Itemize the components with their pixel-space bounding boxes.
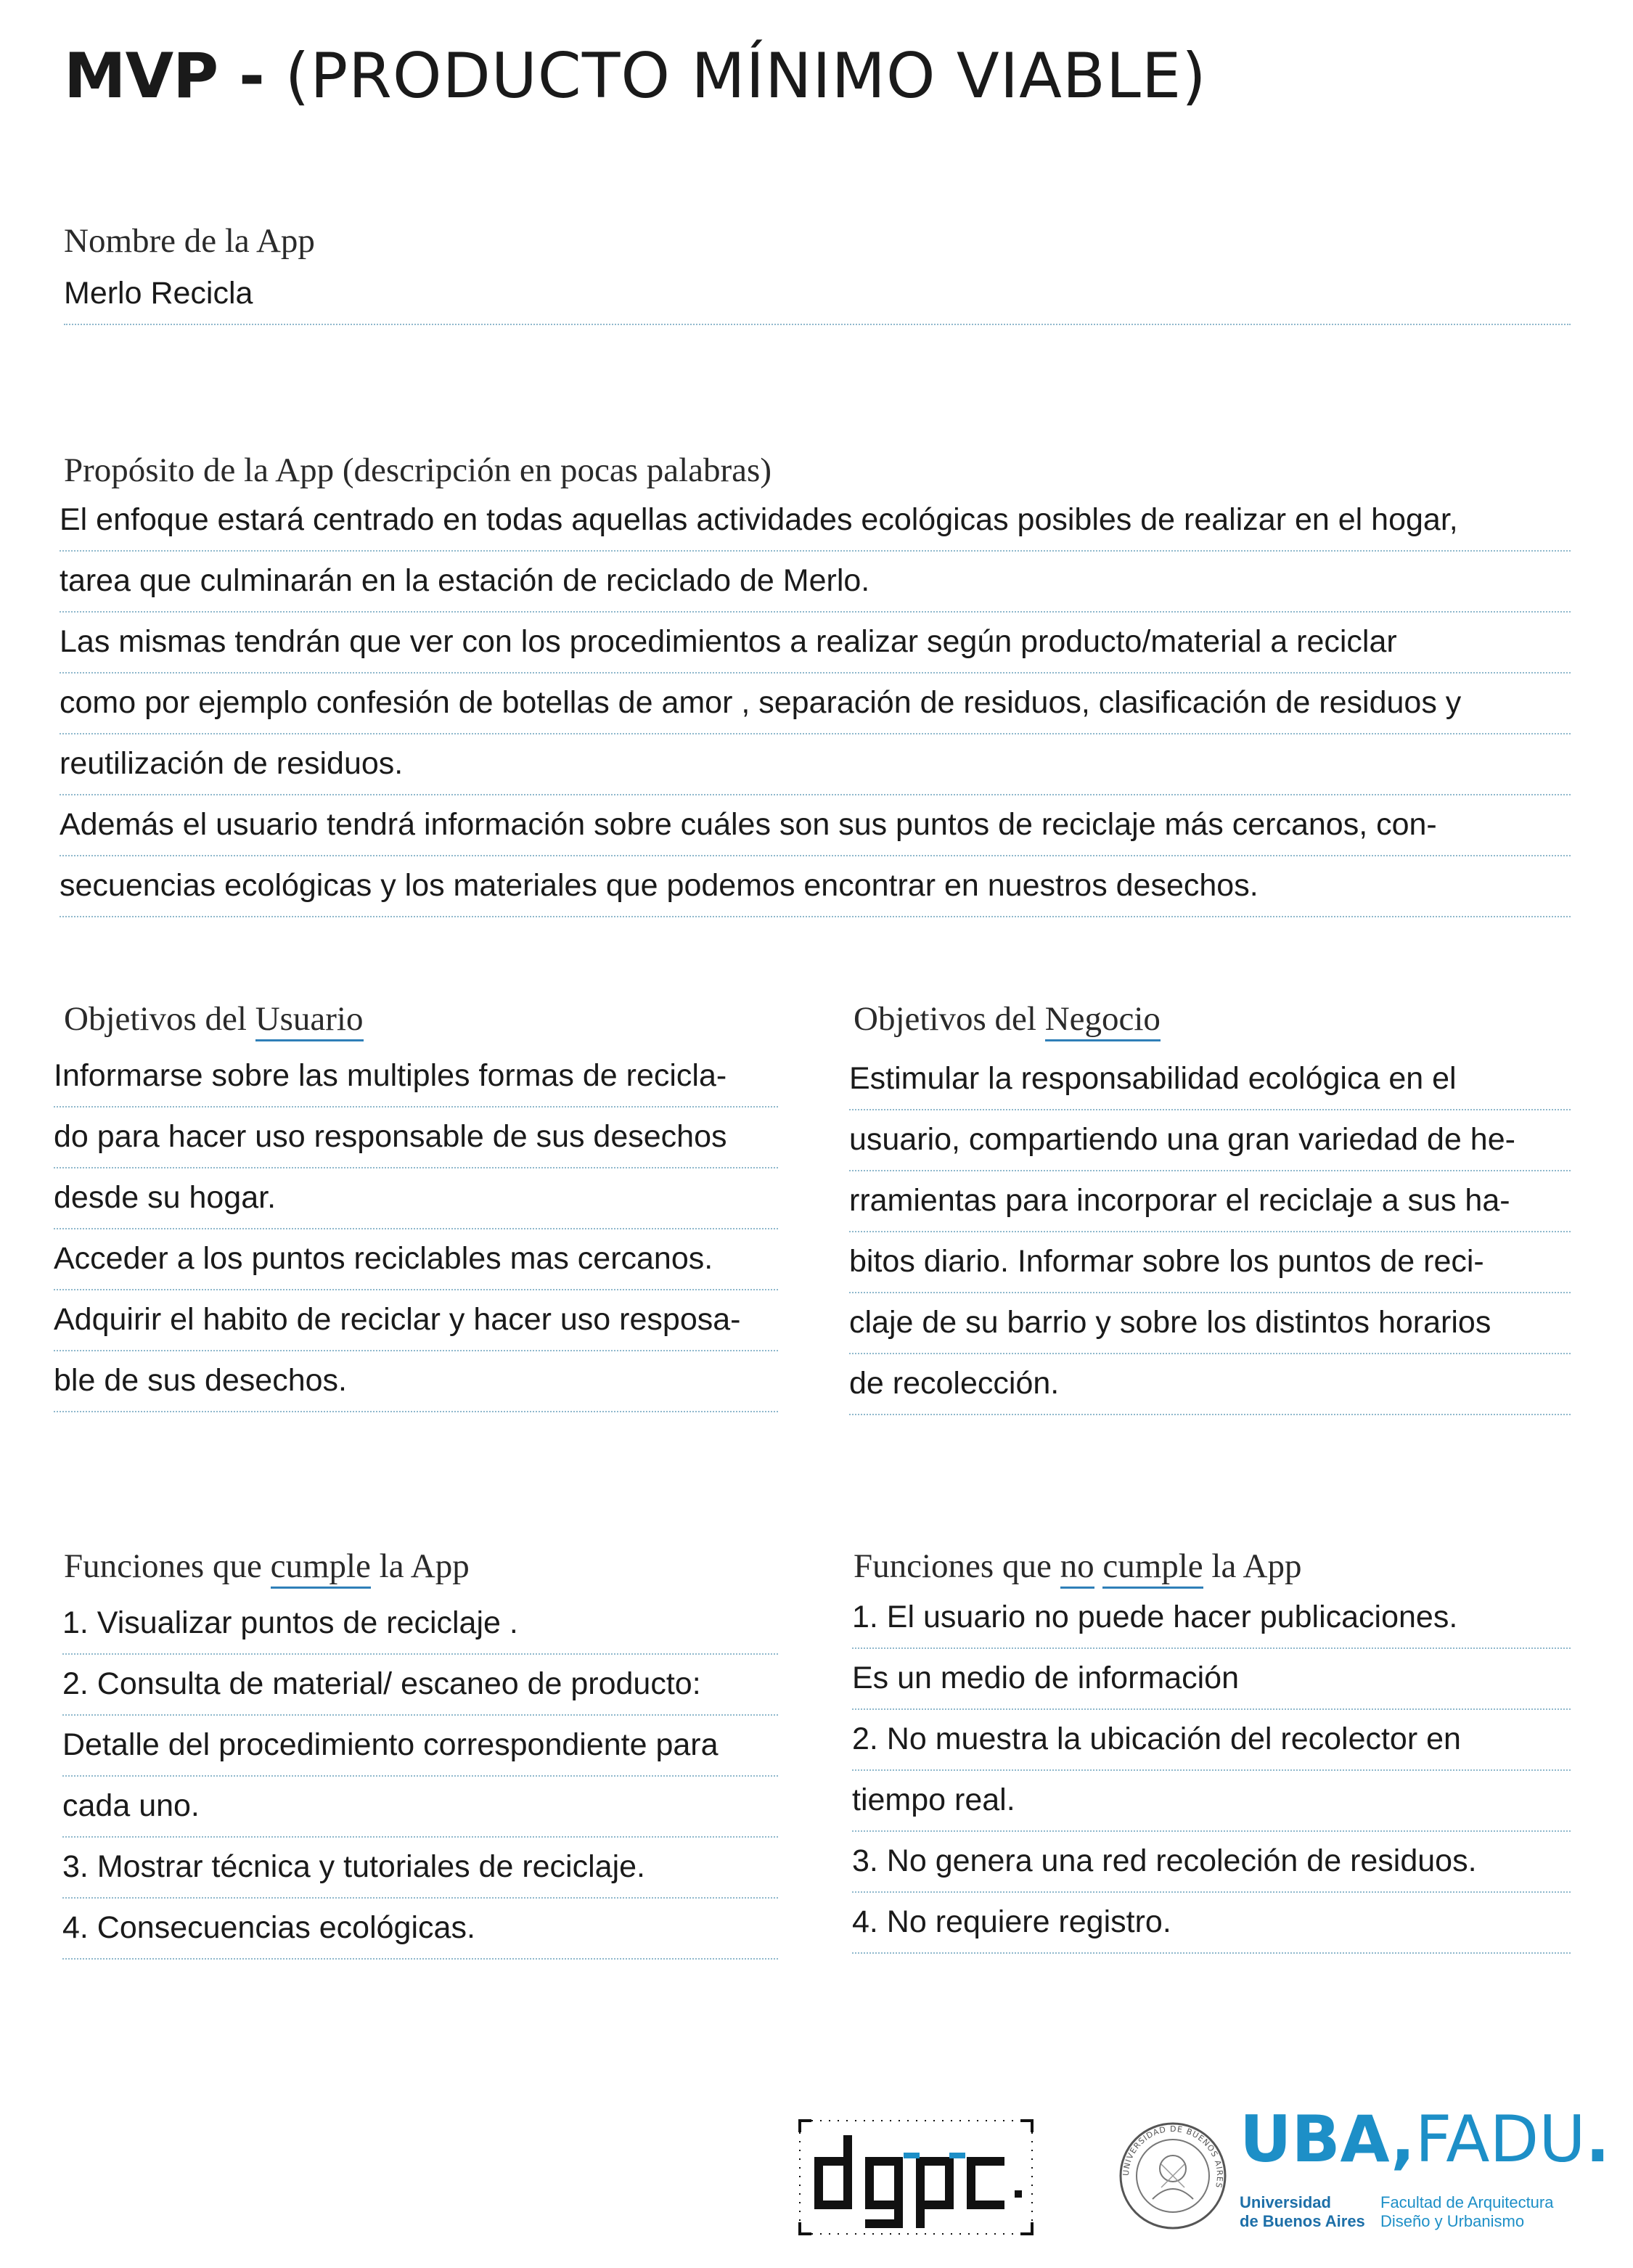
user-goal-line: Informarse sobre las multiples formas de recicla- — [54, 1047, 778, 1108]
faculty-line-1: Facultad de Arquitectura — [1380, 2193, 1554, 2211]
app-name-field — [64, 264, 1571, 325]
purpose-line: secuencias ecológicas y los materiales que podemos encontrar en nuestros desechos. — [60, 856, 1571, 917]
function-no-item: Es un medio de información — [852, 1649, 1571, 1710]
functions-no-label — [854, 1544, 1301, 1588]
label-prefix: Funciones que — [64, 1547, 271, 1585]
function-yes-item: 3. Mostrar técnica y tutoriales de reciclaje. — [62, 1838, 778, 1899]
label-prefix: Funciones que — [854, 1547, 1060, 1585]
business-goals-text — [849, 1049, 1571, 1415]
business-goal-line: usuario, compartiendo una gran variedad de he- — [849, 1110, 1571, 1171]
uba-fadu-logo — [1234, 2090, 1611, 2235]
business-goals-label — [854, 997, 1161, 1041]
title-light: (PRODUCTO MÍNIMO VIABLE) — [285, 40, 1207, 112]
function-yes-item: 1. Visualizar puntos de reciclaje . — [62, 1594, 778, 1655]
title-bold: MVP - — [64, 40, 264, 112]
purpose-line: Además el usuario tendrá información sobre cuáles son sus puntos de reciclaje más cercanos, con- — [60, 795, 1571, 856]
user-goals-label — [64, 997, 364, 1041]
faculty-name — [1380, 2193, 1553, 2231]
seal-text: UNIVERSIDAD DE BUENOS AIRES — [1121, 2124, 1225, 2190]
label-prefix: Objetivos del — [854, 1000, 1045, 1038]
purpose-line: como por ejemplo confesión de botellas de amor , separación de residuos, clasificación de residuos y — [60, 674, 1571, 734]
business-goal-line: bitos diario. Informar sobre los puntos de reci- — [849, 1232, 1571, 1293]
label-space — [1094, 1547, 1103, 1585]
functions-yes-label — [64, 1544, 470, 1588]
user-goal-line: ble de sus desechos. — [54, 1351, 778, 1412]
label-underlined: no — [1060, 1547, 1094, 1589]
function-no-item: 3. No genera una red recoleción de residuos. — [852, 1832, 1571, 1893]
purpose-text — [60, 491, 1571, 917]
user-goal-line: Adquirir el habito de reciclar y hacer uso resposa- — [54, 1290, 778, 1351]
university-line-2: de Buenos Aires — [1240, 2212, 1365, 2230]
purpose-line: Las mismas tendrán que ver con los procedimientos a realizar según producto/material a reciclar — [60, 613, 1571, 674]
function-yes-item: Detalle del procedimiento correspondiente para — [62, 1716, 778, 1777]
functions-no-list — [852, 1588, 1571, 1954]
uba-fadu-wordmark — [1240, 2103, 1610, 2176]
purpose-line: El enfoque estará centrado en todas aquellas actividades ecológicas posibles de realizar en el hogar, — [60, 491, 1571, 552]
label-prefix: Objetivos del — [64, 1000, 255, 1038]
purpose-line: reutilización de residuos. — [60, 734, 1571, 795]
functions-yes-list — [62, 1594, 778, 1960]
label-underlined: cumple — [271, 1547, 371, 1589]
user-goal-line: do para hacer uso responsable de sus desechos — [54, 1108, 778, 1168]
university-seal — [1118, 2121, 1228, 2231]
user-goal-line: desde su hogar. — [54, 1168, 778, 1229]
label-suffix: la App — [370, 1547, 470, 1585]
label-underlined: Usuario — [255, 1000, 364, 1041]
function-yes-item: 4. Consecuencias ecológicas. — [62, 1899, 778, 1960]
app-name-label: Nombre de la App — [64, 222, 315, 260]
university-name — [1240, 2193, 1365, 2231]
fadu-text: FADU — [1415, 2102, 1586, 2177]
function-yes-item: cada uno. — [62, 1777, 778, 1838]
function-no-item: 2. No muestra la ubicación del recolector en — [852, 1710, 1571, 1771]
business-goal-line: de recolección. — [849, 1354, 1571, 1415]
function-no-item: 4. No requiere registro. — [852, 1893, 1571, 1954]
business-goal-line: Estimular la responsabilidad ecológica en el — [849, 1049, 1571, 1110]
purpose-label: Propósito de la App (descripción en pocas palabras) — [64, 451, 772, 489]
user-goal-line: Acceder a los puntos reciclables mas cercanos. — [54, 1229, 778, 1290]
app-name-value: Merlo Recicla — [64, 264, 1571, 325]
function-no-item: tiempo real. — [852, 1771, 1571, 1832]
function-no-item: 1. El usuario no puede hacer publicaciones. — [852, 1588, 1571, 1649]
label-suffix: la App — [1203, 1547, 1302, 1585]
fadu-dot: . — [1585, 2102, 1611, 2177]
faculty-line-2: Diseño y Urbanismo — [1380, 2212, 1525, 2230]
label-underlined: Negocio — [1045, 1000, 1161, 1041]
business-goal-line: claje de su barrio y sobre los distintos horarios — [849, 1293, 1571, 1354]
purpose-line: tarea que culminarán en la estación de reciclado de Merlo. — [60, 552, 1571, 613]
dgpc-logo — [797, 2118, 1035, 2237]
university-line-1: Universidad — [1240, 2193, 1331, 2211]
business-goal-line: rramientas para incorporar el reciclaje a sus ha- — [849, 1171, 1571, 1232]
uba-bold: UBA, — [1240, 2102, 1415, 2177]
label-underlined: cumple — [1102, 1547, 1203, 1589]
function-yes-item: 2. Consulta de material/ escaneo de producto: — [62, 1655, 778, 1716]
user-goals-text — [54, 1047, 778, 1412]
page-title — [64, 36, 1207, 116]
